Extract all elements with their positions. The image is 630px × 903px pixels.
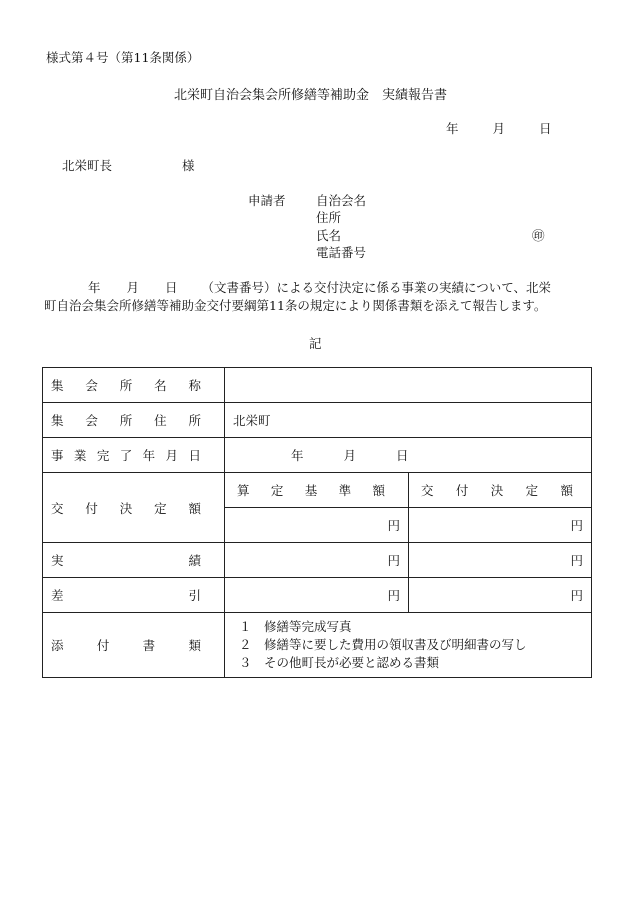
header-basis-amount: 算 定 基 準 額 [225,473,409,508]
attachment-list [225,613,592,678]
label-completion-date: 事 業 完 了 年 月 日 [43,438,225,473]
row-grant-header [43,473,592,508]
value-hall-address[interactable]: 北栄町 [225,403,592,438]
row-hall-address [43,403,592,438]
value-actual-decision[interactable]: 円 [409,543,592,578]
value-completion-date[interactable]: 年 月 日 [225,438,592,473]
label-hall-name: 集 会 所 名 称 [43,368,225,403]
applicant-field-name: 氏名 [316,228,342,243]
label-hall-address: 集 会 所 住 所 [43,403,225,438]
ki-mark: 記 [309,336,322,351]
row-hall-name [43,368,592,403]
date-month: 月 [492,121,505,136]
applicant-field-association: 自治会名 [316,193,367,208]
document-title: 北栄町自治会集会所修繕等補助金 実績報告書 [174,88,448,103]
row-difference [43,578,592,613]
value-hall-name[interactable] [225,368,592,403]
attachment-item: ３ その他町長が必要と認める書類 [239,655,440,670]
label-actual: 実 績 [43,543,225,578]
row-attachments [43,613,592,678]
attachment-item: １ 修繕等完成写真 [239,619,352,634]
body-line-1: 年 月 日 （文書番号）による交付決定に係る事業の実績について、北栄 [88,280,552,295]
applicant-field-phone: 電話番号 [316,245,367,260]
label-grant-amount: 交 付 決 定 額 [43,473,225,543]
applicant-field-address: 住所 [316,210,342,225]
body-line-2: 町自治会集会所修繕等補助金交付要綱第11条の規定により関係書類を添えて報告します。 [44,298,547,313]
addressee-honorific: 様 [182,158,195,173]
date-line [446,119,551,137]
header-decision-amount: 交 付 決 定 額 [409,473,592,508]
applicant-label: 申請者 [248,193,286,208]
value-difference-decision[interactable]: 円 [409,578,592,613]
row-actual [43,543,592,578]
row-completion-date [43,438,592,473]
attachment-item: ２ 修繕等に要した費用の領収書及び明細書の写し [239,637,527,652]
report-table [42,367,592,678]
value-actual-basis[interactable]: 円 [225,543,409,578]
value-difference-basis[interactable]: 円 [225,578,409,613]
seal-mark: ㊞ [532,228,545,243]
form-number: 様式第４号（第11条関係） [46,50,200,65]
label-difference: 差 引 [43,578,225,613]
date-day: 日 [538,121,552,136]
date-year: 年 [446,121,459,136]
value-decision-amount[interactable]: 円 [409,508,592,543]
addressee-name: 北栄町長 [62,158,113,173]
label-attachments: 添 付 書 類 [43,613,225,678]
value-basis-amount[interactable]: 円 [225,508,409,543]
